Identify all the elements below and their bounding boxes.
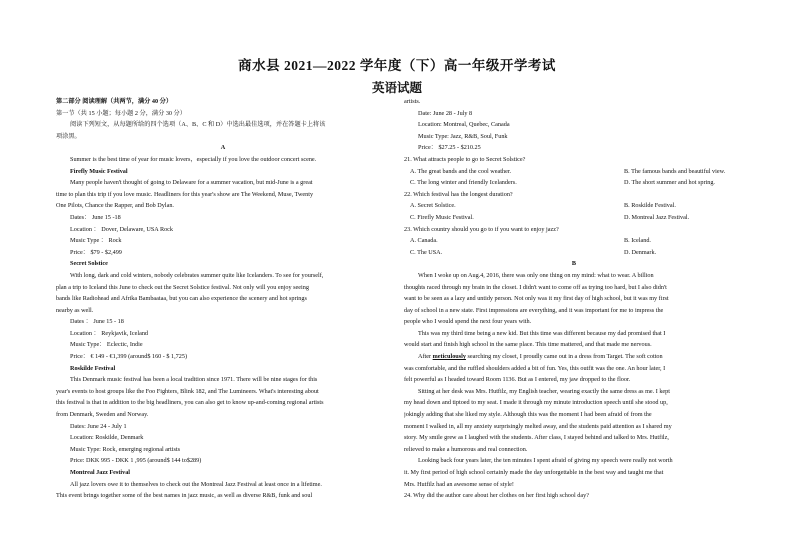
festival-price: Price： $27.25 - $210.25 (418, 144, 481, 152)
question-23: 23. Which country should you go to if you want to enjoy jazz? (404, 225, 559, 233)
option-c: C. The long winter and friendly Icelanders. (410, 179, 517, 187)
option-c: C. The USA. (410, 248, 443, 256)
paragraph-line: One Pilots, Chance the Rapper, and Bob Dylan. (56, 202, 174, 210)
option-b: B. Iceland. (624, 237, 651, 245)
paragraph-line: jokingly adding that she liked my style. Although this was the moment I had been afraid of from the (404, 411, 652, 419)
underlined-word: meticulously (432, 353, 466, 361)
festival-price: Price： € 149 - €1,399 (around$ 160 - $ 1,725) (70, 353, 188, 361)
festival-price: Price: DKK 995 - DKK 1 ,995 (around$ 144 to$289) (70, 457, 202, 465)
festival-dates: Dates: June 24 - July 1 (70, 422, 127, 430)
festival-dates: Date: June 28 - July 8 (418, 109, 473, 117)
festival-music-type: Music Type: Rock, emerging regional artists (70, 445, 181, 453)
paragraph-line: Looking back four years later, the ten minutes I spent afraid of giving my speech were really not worth (418, 457, 673, 465)
page-title: 商水县 2021—2022 学年度（下）高一年级开学考试 (238, 58, 556, 73)
left-column (56, 96, 390, 502)
paragraph-line: artists. (404, 98, 421, 105)
paragraph-line: time to plan this trip if you love music. Headliners for this year's show are The Weekend, Muse, Twenty (56, 190, 314, 198)
right-column (404, 96, 744, 502)
option-row (404, 177, 744, 189)
festival-title: Roskilde Festival (70, 364, 116, 372)
paragraph-line: year's events to host groups like the Foo Fighters, Blink 182, and The Lumineers. What's interesting about (56, 387, 319, 395)
paragraph-line: felt powerful as I headed toward Room 1136. But as I entered, my jaw dropped to the floor. (404, 376, 631, 384)
text-span: After (418, 353, 433, 361)
paragraph-line: people who I would spend the next four years with. (404, 318, 532, 326)
option-b: B. The famous bands and beautiful view. (624, 167, 726, 175)
question-24: 24. Why did the author care about her clothes on her first high school day? (404, 492, 589, 500)
option-d: D. The short summer and hot spring. (624, 179, 715, 187)
festival-location: Location: Montreal, Quebec, Canada (418, 121, 510, 129)
option-row (404, 247, 744, 259)
option-d: D. Denmark. (624, 248, 657, 256)
text-span: searching my closet, I proudly came out in a dress from Target. The soft cotton (465, 353, 663, 361)
paragraph-line: Many people haven't thought of going to Delaware for a summer vacation, but mid-June is a great (70, 179, 313, 187)
option-a: A. Canada. (410, 237, 438, 245)
festival-dates: Dates ： June 15 - 18 (70, 318, 124, 326)
paragraph-line: was comfortable, and the ruffled shoulders added a bit of fun. Yes, this outfit was the one. An hour later, I (404, 364, 666, 372)
paragraph-line: my head down and tiptoed to my seat. I made it through my minute introduction speech until she stood up, (404, 399, 668, 407)
option-a: A. The great bands and the cool weather. (410, 167, 512, 175)
option-row (404, 235, 744, 247)
paragraph-line: from Denmark, Sweden and Norway. (56, 411, 149, 419)
paragraph-line: This event brings together some of the best names in jazz music, as well as diverse R&B, funk and soul (56, 492, 313, 500)
festival-title: Secret Solstice (70, 260, 108, 268)
passage-a-label: A (220, 144, 226, 152)
question-22: 22. Which festival has the longest duration? (404, 190, 513, 198)
festival-dates: Dates： June 15 -18 (70, 213, 121, 221)
instruction-line: 阅读下列短文，从每题所给的四个选项（A、B、C 和 D）中选出最佳选项，并在答题卡上将该 (70, 121, 326, 129)
paragraph-line: this festival is that in addition to the big headliners, you can also get to know up-and-coming regional artists (56, 399, 324, 407)
option-row (404, 200, 744, 212)
festival-title: Firefly Music Festival (70, 167, 128, 175)
paragraph-line: moment I walked in, all my anxiety surprisingly melted away, and the students paid attention as I shared my (404, 422, 672, 430)
festival-music-type: Music Type： Eclectic, Indie (70, 341, 143, 349)
paragraph-line: nearby as well. (56, 306, 94, 314)
paragraph-line: would start and finish high school in the same place. This time mattered, and that made me nervous. (404, 341, 652, 349)
section-heading: 第一节（共 15 小题；每小题 2 分，满分 30 分） (56, 109, 186, 117)
paragraph-line: With long, dark and cold winters, nobody celebrates summer quite like Icelanders. To see for yourself, (70, 271, 324, 279)
option-d: D. Montreal Jazz Festival. (624, 213, 690, 221)
festival-location: Location ： Reykjavik, Iceland (70, 329, 149, 337)
option-c: C. Firefly Music Festival. (410, 213, 474, 221)
page-subtitle: 英语试题 (371, 81, 422, 95)
paragraph-line: want to be seen as a lazy and untidy person. Not only was it my first day of high school, but it was my first (404, 295, 669, 303)
paragraph-line: All jazz lovers owe it to themselves to check out the Montreal Jazz Festival at least once in a lifetime. (70, 480, 322, 488)
festival-title: Montreal Jazz Festival (70, 469, 131, 476)
festival-music-type: Music Type: Jazz, R&B, Soul, Funk (418, 132, 508, 140)
intro-text: Summer is the best time of year for music lovers，especially if you love the outdoor concert scene. (70, 155, 317, 163)
part-heading: 第二部分 阅读理解（共两节，满分 40 分） (56, 98, 173, 105)
festival-location: Location ： Dover, Delaware, USA Rock (70, 225, 174, 233)
paragraph-line: thoughts raced through my brain in the closet. I didn't want to come off as trying too hard, but I also didn't (404, 283, 667, 291)
question-21: 21. What attracts people to go to Secret Solstice? (404, 155, 526, 163)
paragraph-line (404, 351, 744, 363)
festival-location: Location: Roskilde, Denmark (70, 434, 144, 442)
option-row (404, 166, 744, 178)
paragraph-line: Mrs. Hutfilz had an awesome sense of style! (404, 480, 514, 488)
paragraph-line: it. My first period of high school certainly made the day unforgettable in the best way and taught me that (404, 469, 664, 476)
festival-price: Price： $79 - $2,499 (70, 248, 122, 256)
paragraph-line: Sitting at her desk was Mrs. Hutfilz, my English teacher, wearing exactly the same dress as me. I kept (418, 387, 670, 395)
paragraph-line: This Denmark music festival has been a local tradition since 1971. There will be nine stages for this (70, 376, 318, 384)
paragraph-line: When I woke up on Aug.4, 2016, there was only one thing on my mind: what to wear. A billion (418, 271, 654, 279)
paragraph-line: bands like Radiohead and Afrika Bambaataa, but you can also experience the scenery and hot springs (56, 295, 307, 303)
option-a: A. Secret Solstice. (410, 202, 456, 210)
paragraph-line: day of school in a new state. First impressions are everything, and it was important for me to impress the (404, 306, 664, 314)
instruction-line: 项涂黑。 (56, 132, 81, 140)
option-b: B. Roskilde Festival. (624, 202, 676, 210)
paragraph-line: This was my third time being a new kid. But this time was different because my dad promised that I (418, 329, 666, 337)
festival-music-type: Music Type ： Rock (70, 237, 122, 245)
paragraph-line: story. My smile grew as I laughed with the students. After class, I stayed behind and talked to Mrs. Hutfilz, (404, 434, 669, 442)
option-row (404, 212, 744, 224)
passage-b-label: B (571, 260, 577, 268)
paragraph-line: relieved to make a humorous and real connection. (404, 445, 528, 453)
paragraph-line: plan a trip to Iceland this June to check out the Secret Solstice festival. Not only will you enjoy seeing (56, 283, 309, 291)
